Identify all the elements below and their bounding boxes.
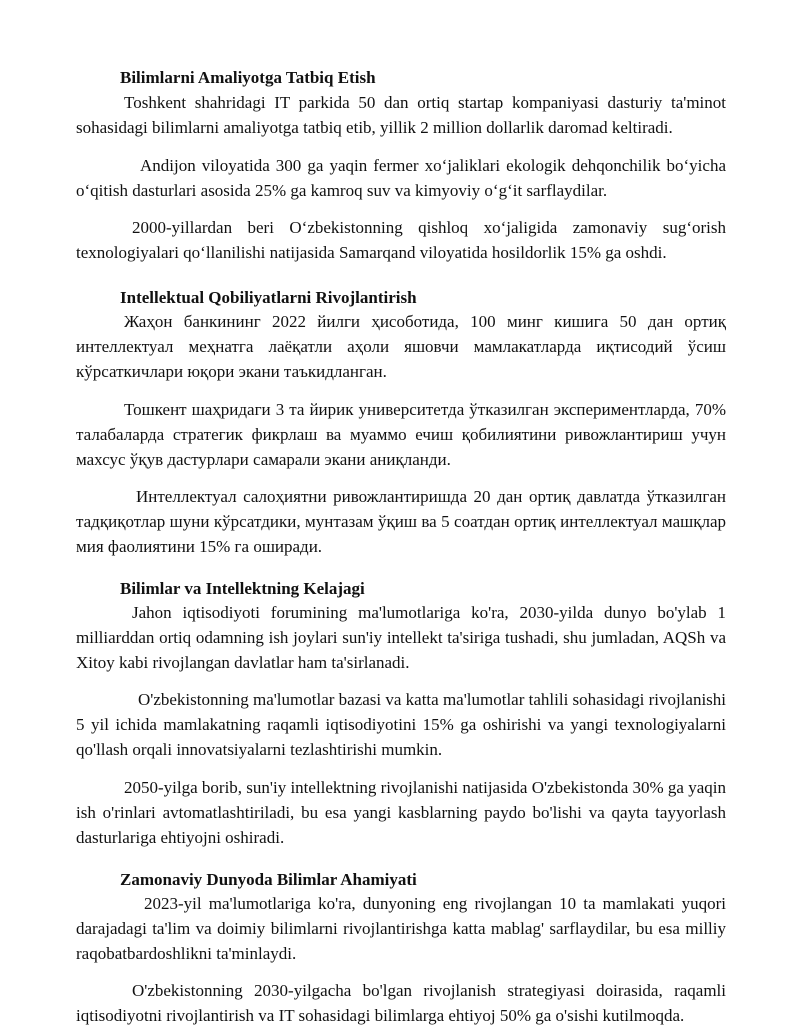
paragraph-2-3: Интеллектуал салоҳиятни ривожлантиришда 20 дан ортиқ давлатда ўтказилган тадқиқотлар шуни кўрсатдики, мунтазам ўқиш ва 5 соатдан ортиқ интеллектуал машқлар мия фаолиятини 15% га оширади. (76, 487, 726, 556)
section-heading-4: Zamonaviy Dunyoda Bilimlar Ahamiyati (120, 870, 417, 889)
paragraph-1-2: Andijon viloyatida 300 ga yaqin fermer xo‘jaliklari ekologik dehqonchilik bo‘yicha o‘qitish dasturlari asosida 25% ga kamroq suv va kimyoviy o‘g‘it sarflaydilar. (76, 156, 726, 200)
paragraph-3-1: Jahon iqtisodiyoti forumining ma'lumotlariga ko'ra, 2030-yilda dunyo bo'ylab 1 milliarddan ortiq odamning ish joylari sun'iy intellekt ta'siriga tushadi, shu jumladan, AQSh va Xitoy kabi rivojlangan davlatlar ham ta'sirlanadi. (76, 603, 726, 672)
paragraph-1-3: 2000-yillardan beri O‘zbekistonning qishloq xo‘jaligida zamonaviy sug‘orish texnologiyalari qo‘llanilishi natijasida Samarqand viloyatida hosildorlik 15% ga oshdi. (76, 218, 726, 262)
section-heading-2: Intellektual Qobiliyatlarni Rivojlantirish (120, 288, 417, 307)
section-heading-1: Bilimlarni Amaliyotga Tatbiq Etish (120, 68, 376, 87)
paragraph-4-1: 2023-yil ma'lumotlariga ko'ra, dunyoning eng rivojlangan 10 ta mamlakati yuqori darajadagi ta'lim va doimiy bilimlarni rivojlantirishga katta mablag' sarflaydilar, bu esa milliy raqobatbardoshlikni ta'minlaydi. (76, 894, 726, 963)
paragraph-3-3: 2050-yilga borib, sun'iy intellektning rivojlanishi natijasida O'zbekistonda 30% ga yaqin ish o'rinlari avtomatlashtiriladi, bu esa yangi kasblarning paydo bo'lishi va qayta tayyorlash dasturlariga ehtiyojni oshiradi. (76, 778, 726, 847)
paragraph-2-1: Жаҳон банкининг 2022 йилги ҳисоботида, 100 минг кишига 50 дан ортиқ интеллектуал меҳнатга лаёқатли аҳоли яшовчи мамлакатларда иқтисодий ўсиш кўрсаткичлари юқори экани таъкидланган. (76, 312, 726, 381)
paragraph-4-2: O'zbekistonning 2030-yilgacha bo'lgan rivojlanish strategiyasi doirasida, raqamli iqtisodiyotni rivojlantirish va IT sohasidagi bilimlarga ehtiyoj 50% ga o'sishi kutilmoqda. (76, 981, 726, 1025)
section-heading-3: Bilimlar va Intellektning Kelajagi (120, 579, 365, 598)
paragraph-2-2: Тошкент шаҳридаги 3 та йирик университетда ўтказилган экспериментларда, 70% талабаларда стратегик фикрлаш ва муаммо ечиш қобилиятини ривожлантириш учун махсус ўқув дастурлари самарали экани аниқланди. (76, 400, 726, 469)
paragraph-3-2: O'zbekistonning ma'lumotlar bazasi va katta ma'lumotlar tahlili sohasidagi rivojlanishi 5 yil ichida mamlakatning raqamli iqtisodiyotini 15% ga oshirishi va yangi texnologiyalarni qo'llash orqali innovatsiyalarni tezlashtirishi mumkin. (76, 690, 727, 759)
paragraph-1-1: Toshkent shahridagi IT parkida 50 dan ortiq startap kompaniyasi dasturiy ta'minot sohasidagi bilimlarni amaliyotga tatbiq etib, yillik 2 million dollarlik daromad keltiradi. (76, 93, 726, 137)
